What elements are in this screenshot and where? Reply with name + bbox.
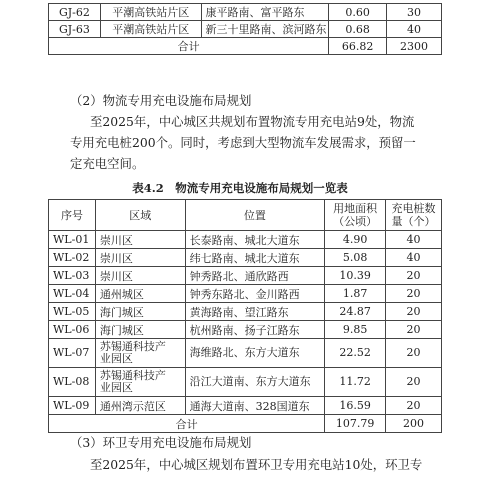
row-area (95, 303, 185, 321)
header-location: 位置 (185, 200, 325, 231)
row-land: 22.52 (325, 339, 386, 368)
row-area (95, 368, 185, 397)
row-land: 5.08 (325, 249, 386, 267)
section3-heading: （3）环卫专用充电设施布局规划 (70, 435, 252, 450)
row-area: 平潮高铁站片区 (100, 4, 201, 21)
table-row (49, 249, 442, 267)
row-piles: 30 (387, 4, 442, 21)
row-no: WL-02 (49, 249, 96, 267)
table-row (49, 339, 442, 368)
section2-heading: （2）物流专用充电设施布局规划 (70, 93, 252, 108)
row-location: 钟秀路北、通欣路西 (185, 267, 325, 285)
row-area-line2: 业园区 (99, 381, 133, 394)
row-area: 平潮高铁站片区 (100, 21, 201, 38)
row-piles: 40 (387, 21, 442, 38)
header-land (325, 200, 386, 231)
row-area (95, 321, 185, 339)
row-no: WL-06 (49, 321, 96, 339)
row-area-line2: 业园区 (99, 352, 133, 365)
row-area-line1: 海门城区 (99, 305, 144, 319)
table-total-row (49, 38, 442, 55)
row-piles: 40 (386, 231, 442, 249)
table-row (49, 285, 442, 303)
total-land: 66.82 (329, 38, 387, 55)
row-location: 新三十里路南、滨河路东 (201, 21, 329, 38)
row-area (95, 267, 185, 285)
section2-line2: 专用充电桩200个。同时，考虑到大型物流车发展需求，预留一 (70, 135, 416, 150)
row-area-line1: 通州城区 (99, 287, 144, 301)
row-location: 钟秀东路北、金川路西 (185, 285, 325, 303)
header-area: 区域 (95, 200, 185, 231)
row-code: GJ-62 (49, 4, 101, 21)
section2-line3: 定充电空间。 (70, 156, 145, 171)
row-code: GJ-63 (49, 21, 101, 38)
row-location: 黄海路南、望江路东 (185, 303, 325, 321)
row-piles: 20 (386, 321, 442, 339)
total-land: 107.79 (325, 415, 386, 433)
row-location: 长泰路南、城北大道东 (185, 231, 325, 249)
row-location: 杭州路南、扬子江路东 (185, 321, 325, 339)
row-area (95, 285, 185, 303)
row-land: 4.90 (325, 231, 386, 249)
table-row (49, 321, 442, 339)
row-piles: 20 (386, 303, 442, 321)
row-no: WL-04 (49, 285, 96, 303)
charging-table-continued (48, 3, 442, 55)
row-piles: 20 (386, 285, 442, 303)
total-label: 合计 (49, 38, 329, 55)
row-piles: 20 (386, 397, 442, 415)
row-land: 0.68 (329, 21, 387, 38)
table-body (49, 231, 442, 415)
section2-line1: 至2025年，中心城区共规划布置物流专用充电站9处，物流 (90, 114, 415, 129)
header-land-line2: （公顷） (333, 215, 378, 228)
table-row (49, 368, 442, 397)
row-land: 10.39 (325, 267, 386, 285)
row-piles: 20 (386, 368, 442, 397)
row-land: 11.72 (325, 368, 386, 397)
table-row (49, 303, 442, 321)
row-no: WL-01 (49, 231, 96, 249)
row-location: 通海大道南、328国道东 (185, 397, 325, 415)
row-land: 24.87 (325, 303, 386, 321)
row-area-line1: 海门城区 (99, 323, 144, 337)
row-land: 1.87 (325, 285, 386, 303)
total-piles: 200 (386, 415, 442, 433)
row-area (95, 397, 185, 415)
table-header-row (49, 200, 442, 231)
row-area (95, 249, 185, 267)
row-area (95, 339, 185, 368)
row-no: WL-08 (49, 368, 96, 397)
row-location: 海维路北、东方大道东 (185, 339, 325, 368)
row-area (95, 231, 185, 249)
row-piles: 40 (386, 249, 442, 267)
row-piles: 20 (386, 267, 442, 285)
row-land: 9.85 (325, 321, 386, 339)
header-piles (386, 200, 442, 231)
header-land-line1: 用地面积 (333, 202, 378, 215)
row-area-line1: 苏锡通科技产 (99, 340, 166, 353)
row-location: 康平路南、富平路东 (201, 4, 329, 21)
total-piles: 2300 (387, 38, 442, 55)
row-area-line1: 崇川区 (99, 251, 133, 265)
row-area-line1: 通州湾示范区 (99, 399, 166, 413)
total-label: 合计 (49, 415, 325, 433)
row-no: WL-03 (49, 267, 96, 285)
header-no: 序号 (49, 200, 96, 231)
row-no: WL-09 (49, 397, 96, 415)
section3-line1: 至2025年，中心城区规划布置环卫专用充电站10处，环卫专 (90, 457, 423, 472)
row-area-line1: 崇川区 (99, 269, 133, 283)
row-land: 0.60 (329, 4, 387, 21)
header-piles-line2: 量（个） (391, 215, 436, 228)
table-row (49, 397, 442, 415)
row-piles: 20 (386, 339, 442, 368)
row-area-line1: 苏锡通科技产 (99, 369, 166, 382)
row-area-line1: 崇川区 (99, 233, 133, 247)
table-caption: 表4.2 物流专用充电设施布局规划一览表 (132, 181, 348, 195)
table-row (49, 231, 442, 249)
row-location: 沿江大道南、东方大道东 (185, 368, 325, 397)
row-land: 16.59 (325, 397, 386, 415)
logistics-charging-table (48, 199, 442, 433)
table-row (49, 267, 442, 285)
row-location: 纬七路南、城北大道东 (185, 249, 325, 267)
table-row (49, 21, 442, 38)
header-piles-line1: 充电桩数 (391, 202, 436, 215)
table-row (49, 4, 442, 21)
row-no: WL-05 (49, 303, 96, 321)
row-no: WL-07 (49, 339, 96, 368)
table-total-row (49, 415, 442, 433)
